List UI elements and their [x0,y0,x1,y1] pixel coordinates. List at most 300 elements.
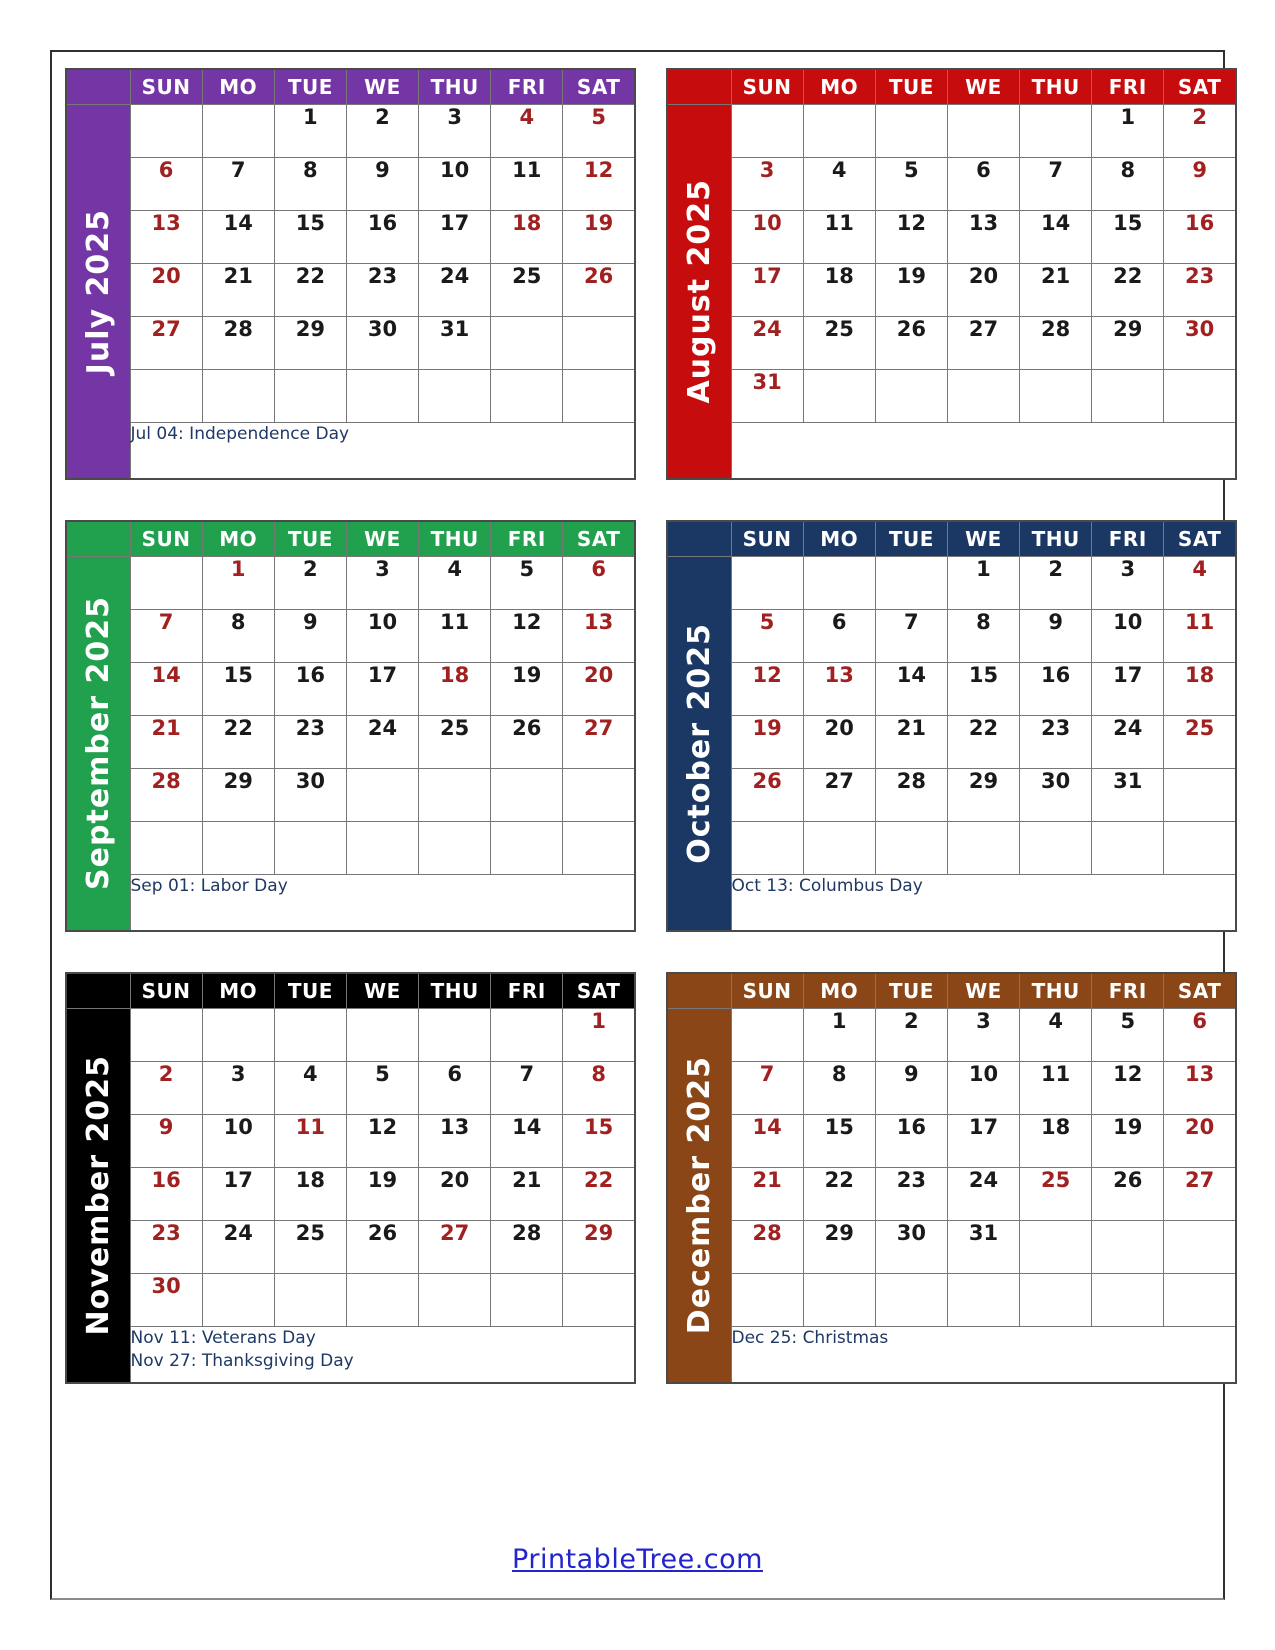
footer-link[interactable]: PrintableTree.com [512,1544,763,1575]
date-cell: 26 [346,1220,418,1273]
date-cell: 8 [274,157,346,210]
date-cell: 22 [947,715,1019,768]
weekday-header-tue: TUE [875,973,947,1008]
date-cell: 7 [1020,157,1092,210]
date-cell: 5 [491,556,563,609]
date-cell [875,369,947,422]
date-cell: 18 [419,662,491,715]
notes-row [667,874,1236,931]
weekday-header-thu: THU [1020,973,1092,1008]
date-cell: 25 [1020,1167,1092,1220]
date-cell: 18 [1020,1114,1092,1167]
week-row [66,662,635,715]
date-cell: 28 [202,316,274,369]
date-cell: 2 [1164,104,1236,157]
week-row [66,263,635,316]
date-cell [803,1273,875,1326]
weekday-header-sun: SUN [731,973,803,1008]
months-grid [52,52,1223,1384]
holiday-notes-cell [130,874,635,931]
date-cell: 3 [1092,556,1164,609]
week-row [667,662,1236,715]
weekday-header-mo: MO [202,69,274,104]
date-cell: 15 [202,662,274,715]
holiday-note: Nov 27: Thanksgiving Day [130,1351,354,1372]
date-cell: 16 [274,662,346,715]
weekday-header-mo: MO [803,521,875,556]
date-cell [731,104,803,157]
date-cell: 30 [1020,768,1092,821]
month-title: September 2025 [80,596,116,891]
week-row [667,1220,1236,1273]
date-cell: 18 [803,263,875,316]
date-cell [1092,1220,1164,1273]
month-band-december [667,1008,731,1383]
weekday-header-sat: SAT [1164,521,1236,556]
date-cell [1020,104,1092,157]
date-cell: 16 [1020,662,1092,715]
date-cell: 14 [731,1114,803,1167]
date-cell: 10 [1092,609,1164,662]
weekday-header-mo: MO [202,521,274,556]
weekday-header-we: WE [947,69,1019,104]
date-cell: 29 [1092,316,1164,369]
date-cell: 24 [419,263,491,316]
date-cell: 29 [563,1220,635,1273]
date-cell: 10 [731,210,803,263]
date-cell [202,104,274,157]
date-cell [1020,369,1092,422]
date-cell: 6 [419,1061,491,1114]
weekday-header-sun: SUN [130,973,202,1008]
date-cell: 12 [491,609,563,662]
date-cell [130,369,202,422]
month-calendar-november [65,972,636,1384]
date-cell [803,821,875,874]
date-cell: 25 [491,263,563,316]
date-cell: 22 [563,1167,635,1220]
date-cell: 26 [875,316,947,369]
weekday-header-tue: TUE [274,69,346,104]
holiday-note: Sep 01: Labor Day [130,875,288,896]
date-cell: 22 [1092,263,1164,316]
date-cell: 10 [947,1061,1019,1114]
date-cell: 31 [731,369,803,422]
date-cell: 5 [731,609,803,662]
date-cell: 5 [346,1061,418,1114]
week-row [667,263,1236,316]
date-cell: 7 [202,157,274,210]
date-cell: 29 [274,316,346,369]
date-cell [274,1008,346,1061]
date-cell: 15 [1092,210,1164,263]
holiday-note: Oct 13: Columbus Day [731,875,923,896]
holiday-notes-cell [731,422,1236,479]
date-cell: 27 [130,316,202,369]
month-calendar-august [666,68,1237,480]
date-cell: 24 [202,1220,274,1273]
month-calendar-july [65,68,636,480]
date-cell: 31 [1092,768,1164,821]
date-cell: 13 [130,210,202,263]
date-cell: 3 [419,104,491,157]
month-title: July 2025 [80,208,116,374]
month-band-july [66,104,130,479]
weekday-header-mo: MO [803,973,875,1008]
weekday-header-row [66,69,635,104]
date-cell [1092,821,1164,874]
weekday-header-we: WE [346,69,418,104]
month-band-september [66,556,130,931]
date-cell [803,104,875,157]
date-cell: 6 [1164,1008,1236,1061]
date-cell: 28 [875,768,947,821]
date-cell: 2 [875,1008,947,1061]
weekday-header-sat: SAT [1164,973,1236,1008]
date-cell: 30 [274,768,346,821]
date-cell: 31 [419,316,491,369]
date-cell: 17 [731,263,803,316]
date-cell: 16 [130,1167,202,1220]
weekday-header-sun: SUN [130,521,202,556]
date-cell: 29 [803,1220,875,1273]
date-cell [731,821,803,874]
week-row [66,1220,635,1273]
date-cell: 29 [202,768,274,821]
date-cell: 22 [803,1167,875,1220]
week-row [667,556,1236,609]
date-cell: 12 [1092,1061,1164,1114]
weekday-header-row [667,973,1236,1008]
date-cell: 3 [731,157,803,210]
weekday-header-fri: FRI [491,69,563,104]
date-cell: 16 [875,1114,947,1167]
date-cell: 10 [202,1114,274,1167]
date-cell [202,369,274,422]
date-cell: 17 [419,210,491,263]
week-row [667,1273,1236,1326]
date-cell [731,1008,803,1061]
date-cell: 24 [346,715,418,768]
date-cell: 2 [1020,556,1092,609]
date-cell [419,768,491,821]
week-row [66,768,635,821]
date-cell: 20 [803,715,875,768]
date-cell: 19 [875,263,947,316]
date-cell: 18 [274,1167,346,1220]
date-cell: 6 [563,556,635,609]
date-cell: 14 [875,662,947,715]
month-calendar-september [65,520,636,932]
month-calendar-october [666,520,1237,932]
header-corner-cell [66,521,130,556]
date-cell [1164,1273,1236,1326]
date-cell: 10 [419,157,491,210]
weekday-header-tue: TUE [274,521,346,556]
date-cell: 20 [563,662,635,715]
date-cell [202,1008,274,1061]
date-cell: 19 [731,715,803,768]
date-cell: 26 [1092,1167,1164,1220]
date-cell: 5 [875,157,947,210]
weekday-header-we: WE [947,521,1019,556]
month-calendar-december [666,972,1237,1384]
date-cell: 12 [346,1114,418,1167]
month-title: October 2025 [681,622,717,864]
weekday-header-we: WE [947,973,1019,1008]
date-cell: 19 [1092,1114,1164,1167]
date-cell: 16 [1164,210,1236,263]
date-cell [947,821,1019,874]
date-cell: 21 [875,715,947,768]
date-cell: 12 [563,157,635,210]
date-cell [875,556,947,609]
weekday-header-thu: THU [1020,521,1092,556]
holiday-note: Nov 11: Veterans Day [130,1327,316,1348]
date-cell [346,821,418,874]
date-cell [1092,369,1164,422]
week-row [66,1114,635,1167]
weekday-header-fri: FRI [1092,973,1164,1008]
date-cell: 9 [875,1061,947,1114]
date-cell: 12 [731,662,803,715]
date-cell [563,821,635,874]
date-cell: 9 [274,609,346,662]
weekday-header-fri: FRI [491,521,563,556]
date-cell: 30 [346,316,418,369]
date-cell [1092,1273,1164,1326]
date-cell: 27 [563,715,635,768]
date-cell: 26 [563,263,635,316]
date-cell: 23 [346,263,418,316]
date-cell: 16 [346,210,418,263]
date-cell [1164,821,1236,874]
date-cell: 21 [1020,263,1092,316]
date-cell: 22 [202,715,274,768]
date-cell: 24 [1092,715,1164,768]
date-cell: 25 [419,715,491,768]
weekday-header-tue: TUE [274,973,346,1008]
week-row [667,210,1236,263]
date-cell [419,369,491,422]
date-cell [346,1273,418,1326]
date-cell: 11 [1020,1061,1092,1114]
header-corner-cell [66,69,130,104]
date-cell: 28 [731,1220,803,1273]
notes-row [667,422,1236,479]
date-cell: 13 [803,662,875,715]
weekday-header-row [667,521,1236,556]
date-cell: 28 [491,1220,563,1273]
holiday-notes-cell [130,422,635,479]
date-cell: 7 [875,609,947,662]
week-row [667,157,1236,210]
date-cell: 7 [731,1061,803,1114]
weekday-header-tue: TUE [875,521,947,556]
weekday-header-row [66,973,635,1008]
date-cell: 7 [130,609,202,662]
date-cell: 6 [803,609,875,662]
date-cell: 28 [130,768,202,821]
date-cell [563,369,635,422]
date-cell: 23 [1164,263,1236,316]
week-row [66,157,635,210]
date-cell [346,369,418,422]
date-cell [274,821,346,874]
weekday-header-row [66,521,635,556]
header-corner-cell [667,521,731,556]
date-cell: 3 [202,1061,274,1114]
date-cell [731,556,803,609]
date-cell: 4 [1020,1008,1092,1061]
date-cell [274,369,346,422]
date-cell [202,1273,274,1326]
weekday-header-row [667,69,1236,104]
date-cell: 15 [563,1114,635,1167]
weekday-header-we: WE [346,973,418,1008]
date-cell: 17 [1092,662,1164,715]
week-row [66,369,635,422]
date-cell [491,821,563,874]
date-cell: 4 [274,1061,346,1114]
date-cell: 15 [947,662,1019,715]
weekday-header-we: WE [346,521,418,556]
date-cell: 13 [419,1114,491,1167]
date-cell: 23 [274,715,346,768]
holiday-note: Jul 04: Independence Day [130,423,350,444]
date-cell: 11 [491,157,563,210]
date-cell [130,821,202,874]
date-cell [419,1273,491,1326]
weekday-header-sat: SAT [1164,69,1236,104]
date-cell: 5 [563,104,635,157]
weekday-header-fri: FRI [1092,521,1164,556]
weekday-header-sat: SAT [563,521,635,556]
date-cell: 25 [803,316,875,369]
date-cell: 4 [491,104,563,157]
date-cell: 19 [491,662,563,715]
date-cell [563,316,635,369]
date-cell: 8 [947,609,1019,662]
week-row [667,609,1236,662]
date-cell: 20 [947,263,1019,316]
date-cell: 5 [1092,1008,1164,1061]
date-cell: 14 [202,210,274,263]
date-cell: 18 [1164,662,1236,715]
date-cell: 3 [947,1008,1019,1061]
date-cell: 6 [130,157,202,210]
date-cell: 14 [1020,210,1092,263]
date-cell: 4 [1164,556,1236,609]
date-cell [130,1008,202,1061]
date-cell: 1 [202,556,274,609]
date-cell [491,369,563,422]
date-cell: 2 [130,1061,202,1114]
date-cell: 26 [491,715,563,768]
date-cell: 14 [130,662,202,715]
date-cell [947,104,1019,157]
date-cell [803,369,875,422]
date-cell: 23 [130,1220,202,1273]
date-cell: 27 [803,768,875,821]
date-cell: 9 [1164,157,1236,210]
date-cell: 20 [419,1167,491,1220]
week-row [667,1061,1236,1114]
date-cell: 13 [947,210,1019,263]
date-cell: 24 [731,316,803,369]
date-cell: 1 [1092,104,1164,157]
date-cell: 28 [1020,316,1092,369]
weekday-header-mo: MO [803,69,875,104]
date-cell [274,1273,346,1326]
date-cell [1164,768,1236,821]
date-cell: 8 [202,609,274,662]
date-cell: 8 [1092,157,1164,210]
date-cell: 31 [947,1220,1019,1273]
date-cell [875,104,947,157]
date-cell: 17 [346,662,418,715]
date-cell: 21 [130,715,202,768]
date-cell: 1 [274,104,346,157]
week-row [66,715,635,768]
date-cell: 8 [563,1061,635,1114]
date-cell: 27 [1164,1167,1236,1220]
week-row [667,1008,1236,1061]
holiday-notes-cell [731,874,1236,931]
date-cell: 2 [346,104,418,157]
date-cell [1020,821,1092,874]
date-cell [202,821,274,874]
date-cell: 23 [1020,715,1092,768]
week-row [667,316,1236,369]
date-cell: 25 [274,1220,346,1273]
notes-row [66,422,635,479]
date-cell: 9 [130,1114,202,1167]
date-cell: 15 [803,1114,875,1167]
weekday-header-thu: THU [419,69,491,104]
date-cell: 21 [202,263,274,316]
date-cell: 22 [274,263,346,316]
date-cell [1020,1220,1092,1273]
header-corner-cell [66,973,130,1008]
date-cell: 19 [563,210,635,263]
date-cell [947,1273,1019,1326]
week-row [66,210,635,263]
week-row [66,316,635,369]
week-row [66,104,635,157]
date-cell [563,1273,635,1326]
week-row [667,369,1236,422]
notes-row [667,1326,1236,1383]
date-cell [419,821,491,874]
week-row [66,1061,635,1114]
week-row [66,556,635,609]
date-cell: 19 [346,1167,418,1220]
date-cell [491,768,563,821]
date-cell: 9 [1020,609,1092,662]
date-cell [491,316,563,369]
holiday-notes-cell [731,1326,1236,1383]
date-cell: 30 [130,1273,202,1326]
date-cell [947,369,1019,422]
date-cell: 8 [803,1061,875,1114]
date-cell: 17 [202,1167,274,1220]
month-band-november [66,1008,130,1383]
weekday-header-thu: THU [419,521,491,556]
weekday-header-fri: FRI [491,973,563,1008]
date-cell [346,1008,418,1061]
weekday-header-thu: THU [419,973,491,1008]
